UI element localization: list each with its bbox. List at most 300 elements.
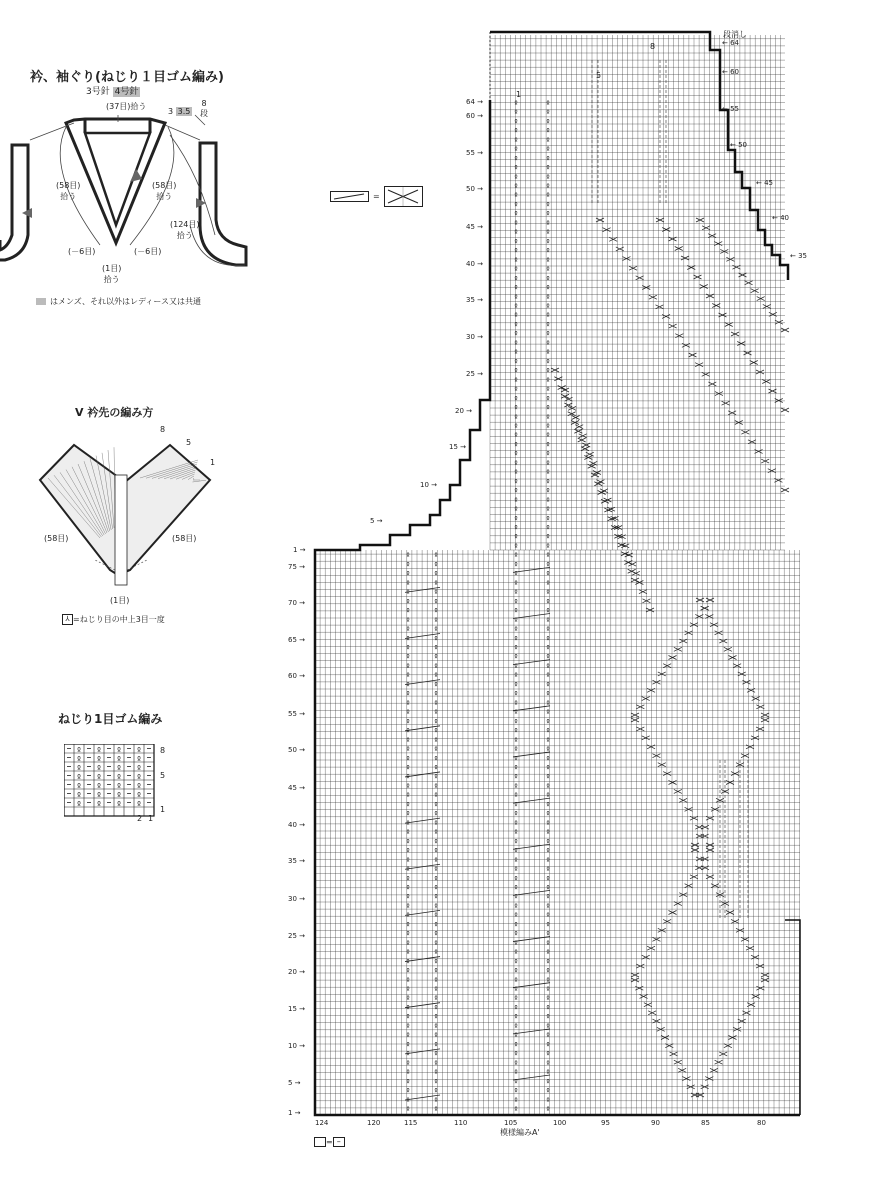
svg-text:ჲ: ჲ	[546, 283, 550, 291]
collar-legend: はメンズ、それ以外はレディース又は共通	[36, 296, 201, 307]
svg-text:ჲ: ჲ	[406, 837, 410, 845]
svg-text:ჲ: ჲ	[434, 671, 438, 679]
svg-text:ჲ: ჲ	[137, 772, 141, 780]
svg-text:ჲ: ჲ	[406, 1031, 410, 1039]
right-row-label: ← 64	[722, 39, 739, 47]
svg-text:ჲ: ჲ	[546, 375, 550, 383]
svg-text:ჲ: ჲ	[406, 846, 410, 854]
row-label: 35 →	[288, 857, 305, 865]
svg-text:ჲ: ჲ	[514, 809, 518, 817]
row-label: 45 →	[288, 784, 305, 792]
svg-text:ჲ: ჲ	[514, 874, 518, 882]
svg-text:ჲ: ჲ	[434, 606, 438, 614]
svg-text:ჲ: ჲ	[546, 338, 550, 346]
row-label: 60 →	[288, 672, 305, 680]
svg-text:ჲ: ჲ	[546, 781, 550, 789]
column-label: 124	[315, 1119, 329, 1127]
svg-text:ჲ: ჲ	[434, 560, 438, 568]
svg-text:ჲ: ჲ	[546, 468, 550, 476]
svg-text:ჲ: ჲ	[514, 865, 518, 873]
svg-text:ჲ: ჲ	[406, 735, 410, 743]
svg-text:ჲ: ჲ	[546, 828, 550, 836]
svg-text:ჲ: ჲ	[406, 828, 410, 836]
svg-text:ჲ: ჲ	[546, 255, 550, 263]
svg-text:ჲ: ჲ	[546, 209, 550, 217]
svg-text:ჲ: ჲ	[546, 837, 550, 845]
svg-text:ჲ: ჲ	[514, 1012, 518, 1020]
svg-text:ჲ: ჲ	[514, 191, 518, 199]
svg-text:ჲ: ჲ	[406, 745, 410, 753]
svg-text:ჲ: ჲ	[546, 901, 550, 909]
svg-text:ჲ: ჲ	[514, 735, 518, 743]
svg-text:ჲ: ჲ	[97, 763, 101, 771]
row-label: 35 →	[466, 296, 483, 304]
svg-text:ჲ: ჲ	[514, 108, 518, 116]
svg-text:ჲ: ჲ	[514, 228, 518, 236]
svg-text:ჲ: ჲ	[546, 606, 550, 614]
rib-chart	[64, 744, 174, 824]
svg-text:ჲ: ჲ	[514, 957, 518, 965]
svg-text:ჲ: ჲ	[546, 477, 550, 485]
svg-text:ჲ: ჲ	[514, 172, 518, 180]
svg-text:ჲ: ჲ	[97, 790, 101, 798]
svg-text:ჲ: ჲ	[514, 145, 518, 153]
svg-text:ჲ: ჲ	[514, 1031, 518, 1039]
svg-text:ჲ: ჲ	[546, 191, 550, 199]
column-label: 115	[404, 1119, 418, 1127]
svg-text:ჲ: ჲ	[434, 837, 438, 845]
svg-text:ჲ: ჲ	[514, 625, 518, 633]
svg-text:ჲ: ჲ	[406, 1012, 410, 1020]
svg-text:ჲ: ჲ	[514, 431, 518, 439]
svg-text:ჲ: ჲ	[546, 551, 550, 559]
needle-a: 3号針	[86, 87, 110, 97]
svg-text:ჲ: ჲ	[434, 828, 438, 836]
column-label: 110	[454, 1119, 468, 1127]
svg-text:ჲ: ჲ	[406, 1068, 410, 1076]
svg-text:ჲ: ჲ	[514, 698, 518, 706]
svg-text:ჲ: ჲ	[546, 865, 550, 873]
svg-text:ჲ: ჲ	[514, 385, 518, 393]
vneck-row8: 8	[160, 425, 166, 434]
svg-text:ჲ: ჲ	[514, 911, 518, 919]
svg-text:ჲ: ჲ	[546, 394, 550, 402]
svg-text:ჲ: ჲ	[546, 800, 550, 808]
svg-text:ჲ: ჲ	[406, 892, 410, 900]
row-label: 20 →	[455, 407, 472, 415]
main-chart	[280, 20, 840, 1150]
svg-text:ჲ: ჲ	[406, 652, 410, 660]
row-label: 70 →	[288, 599, 305, 607]
svg-text:ჲ: ჲ	[514, 772, 518, 780]
column-label: 90	[651, 1119, 660, 1127]
svg-text:ჲ: ჲ	[514, 920, 518, 928]
svg-text:ჲ: ჲ	[546, 754, 550, 762]
vneck-title: V 衿先の編み方	[75, 406, 154, 419]
row-label: 15 →	[288, 1005, 305, 1013]
svg-text:ჲ: ჲ	[546, 726, 550, 734]
svg-text:ჲ: ჲ	[514, 901, 518, 909]
svg-text:ჲ: ჲ	[514, 929, 518, 937]
svg-text:ჲ: ჲ	[434, 1040, 438, 1048]
svg-text:ჲ: ჲ	[546, 763, 550, 771]
svg-text:ჲ: ჲ	[546, 671, 550, 679]
svg-text:ჲ: ჲ	[514, 855, 518, 863]
vneck-bottom: (1目)	[110, 596, 130, 605]
row-label: 1 →	[288, 1109, 301, 1117]
svg-text:ჲ: ჲ	[514, 615, 518, 623]
svg-text:ჲ: ჲ	[514, 449, 518, 457]
svg-text:ჲ: ჲ	[434, 680, 438, 688]
rib-col-2: 2	[137, 814, 143, 823]
twist-dec-icon: ⅄	[62, 614, 73, 625]
svg-text:ჲ: ჲ	[434, 643, 438, 651]
dec-left: (－6目)	[68, 247, 96, 256]
svg-text:ჲ: ჲ	[514, 135, 518, 143]
svg-text:ჲ: ჲ	[514, 560, 518, 568]
row-label: 25 →	[466, 370, 483, 378]
svg-text:ჲ: ჲ	[406, 929, 410, 937]
svg-text:ჲ: ჲ	[546, 265, 550, 273]
svg-text:ჲ: ჲ	[514, 781, 518, 789]
svg-text:ჲ: ჲ	[434, 661, 438, 669]
svg-text:ჲ: ჲ	[434, 708, 438, 716]
svg-text:ჲ: ჲ	[546, 154, 550, 162]
svg-text:ჲ: ჲ	[77, 763, 81, 771]
svg-text:ჲ: ჲ	[406, 708, 410, 716]
svg-text:ჲ: ჲ	[514, 1077, 518, 1085]
svg-text:ჲ: ჲ	[546, 745, 550, 753]
svg-text:ჲ: ჲ	[434, 578, 438, 586]
svg-text:ჲ: ჲ	[546, 1086, 550, 1094]
collar-title: 衿、袖ぐり(ねじり１目ゴム編み)	[30, 70, 224, 85]
svg-text:ჲ: ჲ	[406, 689, 410, 697]
svg-text:ჲ: ჲ	[514, 597, 518, 605]
svg-text:ჲ: ჲ	[514, 966, 518, 974]
rib-row-8: 8	[160, 746, 166, 755]
svg-text:ჲ: ჲ	[514, 1068, 518, 1076]
svg-text:ჲ: ჲ	[546, 809, 550, 817]
svg-text:ჲ: ჲ	[546, 680, 550, 688]
svg-text:ჲ: ჲ	[546, 772, 550, 780]
svg-text:ჲ: ჲ	[546, 892, 550, 900]
row-label: 45 →	[466, 223, 483, 231]
svg-text:ჲ: ჲ	[514, 265, 518, 273]
svg-text:ჲ: ჲ	[514, 689, 518, 697]
svg-text:ჲ: ჲ	[514, 412, 518, 420]
rows-label: 8 段	[200, 99, 208, 118]
svg-text:ჲ: ჲ	[117, 754, 121, 762]
row-label: 55 →	[288, 710, 305, 718]
svg-text:ჲ: ჲ	[514, 643, 518, 651]
right-row-label: ← 40	[772, 214, 789, 222]
svg-text:ჲ: ჲ	[137, 781, 141, 789]
svg-text:ჲ: ჲ	[434, 745, 438, 753]
svg-text:ჲ: ჲ	[434, 911, 438, 919]
svg-text:ჲ: ჲ	[546, 846, 550, 854]
vneck-right: (58目)	[172, 534, 197, 543]
svg-text:ჲ: ჲ	[514, 421, 518, 429]
svg-text:ჲ: ჲ	[514, 117, 518, 125]
vneck-legend: ⅄ =ねじり目の中上3目一度	[62, 614, 165, 625]
vneck-row1: 1	[210, 458, 216, 467]
top-mark-1: 1	[516, 90, 522, 99]
right-row-label: ← 50	[730, 141, 747, 149]
svg-text:ჲ: ჲ	[514, 274, 518, 282]
svg-text:ჲ: ჲ	[434, 551, 438, 559]
row-label: 40 →	[466, 260, 483, 268]
svg-text:ჲ: ჲ	[546, 625, 550, 633]
svg-text:ჲ: ჲ	[514, 588, 518, 596]
svg-text:ჲ: ჲ	[546, 495, 550, 503]
svg-text:ჲ: ჲ	[514, 154, 518, 162]
svg-text:ჲ: ჲ	[514, 532, 518, 540]
svg-text:ჲ: ჲ	[514, 606, 518, 614]
svg-text:ჲ: ჲ	[514, 200, 518, 208]
svg-text:ჲ: ჲ	[434, 818, 438, 826]
top-mark-5: 5	[596, 71, 602, 80]
svg-text:ჲ: ჲ	[434, 717, 438, 725]
svg-text:ჲ: ჲ	[514, 791, 518, 799]
svg-text:ჲ: ჲ	[406, 809, 410, 817]
svg-text:ჲ: ჲ	[434, 772, 438, 780]
svg-text:ჲ: ჲ	[97, 745, 101, 753]
svg-text:ჲ: ჲ	[77, 781, 81, 789]
svg-text:ჲ: ჲ	[514, 292, 518, 300]
footer-legend: = –	[314, 1137, 345, 1147]
svg-text:ჲ: ჲ	[77, 790, 81, 798]
row-label: 55 →	[466, 149, 483, 157]
svg-text:ჲ: ჲ	[546, 541, 550, 549]
svg-text:ჲ: ჲ	[434, 1068, 438, 1076]
svg-text:ჲ: ჲ	[434, 763, 438, 771]
svg-text:ჲ: ჲ	[546, 108, 550, 116]
svg-text:ჲ: ჲ	[514, 283, 518, 291]
svg-text:ჲ: ჲ	[434, 1105, 438, 1112]
svg-text:ჲ: ჲ	[546, 588, 550, 596]
svg-text:ჲ: ჲ	[406, 985, 410, 993]
svg-text:ჲ: ჲ	[406, 938, 410, 946]
svg-text:ჲ: ჲ	[434, 781, 438, 789]
svg-text:ჲ: ჲ	[434, 1031, 438, 1039]
svg-text:ჲ: ჲ	[137, 754, 141, 762]
svg-text:ჲ: ჲ	[137, 799, 141, 807]
svg-text:ჲ: ჲ	[546, 874, 550, 882]
svg-text:ჲ: ჲ	[434, 809, 438, 817]
svg-text:ჲ: ჲ	[434, 569, 438, 577]
rib-row-1: 1	[160, 805, 166, 814]
svg-text:ჲ: ჲ	[546, 1003, 550, 1011]
svg-text:ჲ: ჲ	[514, 375, 518, 383]
svg-text:ჲ: ჲ	[514, 1021, 518, 1029]
svg-text:ჲ: ჲ	[514, 495, 518, 503]
shade-swatch-icon	[36, 298, 46, 305]
svg-text:ჲ: ჲ	[546, 182, 550, 189]
svg-text:ჲ: ჲ	[546, 929, 550, 937]
svg-text:ჲ: ჲ	[546, 643, 550, 651]
svg-text:ჲ: ჲ	[77, 772, 81, 780]
column-label: 95	[601, 1119, 610, 1127]
svg-text:ჲ: ჲ	[546, 938, 550, 946]
svg-text:ჲ: ჲ	[514, 311, 518, 319]
bottom-count: (1目) 拾う	[102, 264, 122, 284]
svg-text:ჲ: ჲ	[514, 1086, 518, 1094]
svg-text:ჲ: ჲ	[434, 994, 438, 1002]
svg-text:ჲ: ჲ	[406, 578, 410, 586]
row-label: 50 →	[466, 185, 483, 193]
svg-text:ჲ: ჲ	[546, 172, 550, 180]
armhole-count: (124目) 拾う	[170, 220, 200, 240]
svg-text:ჲ: ჲ	[546, 634, 550, 642]
svg-text:ჲ: ჲ	[434, 1077, 438, 1085]
svg-text:ჲ: ჲ	[434, 652, 438, 660]
svg-text:ჲ: ჲ	[514, 246, 518, 254]
svg-text:ჲ: ჲ	[514, 745, 518, 753]
svg-text:ჲ: ჲ	[406, 1058, 410, 1066]
svg-text:ჲ: ჲ	[434, 920, 438, 928]
svg-text:ჲ: ჲ	[546, 228, 550, 236]
svg-text:ჲ: ჲ	[546, 597, 550, 605]
row-label: 65 →	[288, 636, 305, 644]
row-label: 64 →	[466, 98, 483, 106]
svg-text:ჲ: ჲ	[546, 218, 550, 226]
right-body-outline	[200, 143, 246, 265]
svg-text:ჲ: ჲ	[546, 126, 550, 134]
svg-text:ჲ: ჲ	[546, 320, 550, 328]
chart-caption: 模様編みA'	[500, 1128, 540, 1137]
svg-text:ჲ: ჲ	[546, 274, 550, 282]
svg-text:ჲ: ჲ	[546, 1021, 550, 1029]
svg-text:ჲ: ჲ	[514, 320, 518, 328]
svg-text:ჲ: ჲ	[434, 901, 438, 909]
svg-text:ჲ: ჲ	[406, 901, 410, 909]
svg-text:ჲ: ჲ	[434, 865, 438, 873]
svg-text:ჲ: ჲ	[546, 532, 550, 540]
row-label: 1 →	[293, 546, 306, 554]
svg-text:ჲ: ჲ	[406, 994, 410, 1002]
svg-text:ჲ: ჲ	[546, 1095, 550, 1103]
rib-col-1: 1	[148, 814, 154, 823]
svg-text:ჲ: ჲ	[514, 551, 518, 559]
right-side-count: (58目) 拾う	[152, 181, 177, 201]
svg-text:ჲ: ჲ	[434, 735, 438, 743]
svg-text:ჲ: ჲ	[514, 985, 518, 993]
svg-text:ჲ: ჲ	[406, 781, 410, 789]
svg-text:ჲ: ჲ	[514, 680, 518, 688]
svg-text:ჲ: ჲ	[514, 357, 518, 365]
svg-text:ჲ: ჲ	[514, 717, 518, 725]
row-label: 10 →	[288, 1042, 305, 1050]
svg-text:ჲ: ჲ	[514, 468, 518, 476]
svg-text:ჲ: ჲ	[406, 1086, 410, 1094]
svg-text:ჲ: ჲ	[546, 145, 550, 153]
svg-text:ჲ: ჲ	[546, 708, 550, 716]
svg-text:ჲ: ჲ	[514, 948, 518, 956]
svg-text:ჲ: ჲ	[514, 652, 518, 660]
svg-text:ჲ: ჲ	[514, 394, 518, 402]
svg-text:ჲ: ჲ	[406, 569, 410, 577]
svg-text:ჲ: ჲ	[514, 126, 518, 134]
svg-text:ჲ: ჲ	[546, 689, 550, 697]
svg-text:ჲ: ჲ	[434, 855, 438, 863]
svg-text:ჲ: ჲ	[514, 348, 518, 356]
vneck-diagram	[30, 420, 230, 610]
svg-text:ჲ: ჲ	[514, 800, 518, 808]
svg-text:ჲ: ჲ	[514, 1049, 518, 1057]
svg-text:ჲ: ჲ	[137, 790, 141, 798]
rib-title: ねじり1目ゴム編み	[58, 712, 163, 726]
svg-text:ჲ: ჲ	[514, 578, 518, 586]
svg-text:ჲ: ჲ	[117, 763, 121, 771]
svg-text:ჲ: ჲ	[546, 431, 550, 439]
svg-text:ჲ: ჲ	[546, 385, 550, 393]
svg-text:ჲ: ჲ	[546, 994, 550, 1002]
top-label: 段消し	[723, 30, 747, 39]
svg-text:ჲ: ჲ	[514, 458, 518, 466]
svg-text:ჲ: ჲ	[406, 855, 410, 863]
svg-text:ჲ: ჲ	[514, 846, 518, 854]
column-label: 120	[367, 1119, 381, 1127]
svg-text:ჲ: ჲ	[546, 200, 550, 208]
svg-text:ჲ: ჲ	[434, 597, 438, 605]
svg-text:ჲ: ჲ	[434, 800, 438, 808]
svg-text:ჲ: ჲ	[514, 182, 518, 189]
svg-text:ჲ: ჲ	[514, 569, 518, 577]
svg-text:ჲ: ჲ	[117, 745, 121, 753]
svg-text:ჲ: ჲ	[546, 311, 550, 319]
svg-text:ჲ: ჲ	[434, 1003, 438, 1011]
svg-text:ჲ: ჲ	[546, 348, 550, 356]
svg-text:ჲ: ჲ	[514, 708, 518, 716]
svg-text:ჲ: ჲ	[406, 1105, 410, 1112]
svg-text:ჲ: ჲ	[546, 578, 550, 586]
svg-text:ჲ: ჲ	[514, 1003, 518, 1011]
svg-text:ჲ: ჲ	[406, 643, 410, 651]
svg-text:ჲ: ჲ	[434, 966, 438, 974]
svg-text:ჲ: ჲ	[514, 514, 518, 522]
row-label: 15 →	[449, 443, 466, 451]
svg-text:ჲ: ჲ	[514, 477, 518, 485]
svg-text:ჲ: ჲ	[514, 726, 518, 734]
svg-text:ჲ: ჲ	[406, 800, 410, 808]
svg-text:ჲ: ჲ	[514, 98, 518, 106]
svg-text:ჲ: ჲ	[434, 883, 438, 891]
svg-text:ჲ: ჲ	[514, 541, 518, 549]
row-label: 10 →	[420, 481, 437, 489]
column-label: 105	[504, 1119, 518, 1127]
svg-text:ჲ: ჲ	[514, 366, 518, 374]
svg-text:ჲ: ჲ	[117, 781, 121, 789]
svg-text:ჲ: ჲ	[434, 846, 438, 854]
svg-text:ჲ: ჲ	[434, 726, 438, 734]
svg-text:ჲ: ჲ	[434, 985, 438, 993]
svg-text:ჲ: ჲ	[97, 754, 101, 762]
svg-text:ჲ: ჲ	[546, 883, 550, 891]
svg-text:ჲ: ჲ	[514, 440, 518, 448]
purl-cell-icon: –	[333, 1137, 345, 1147]
svg-text:ჲ: ჲ	[406, 754, 410, 762]
svg-text:ჲ: ჲ	[514, 837, 518, 845]
svg-text:ჲ: ჲ	[546, 791, 550, 799]
cable-legend-eq: =	[373, 192, 380, 201]
row-label: 30 →	[288, 895, 305, 903]
svg-text:ჲ: ჲ	[546, 1068, 550, 1076]
svg-text:ჲ: ჲ	[434, 689, 438, 697]
svg-text:ჲ: ჲ	[77, 754, 81, 762]
svg-text:ჲ: ჲ	[514, 994, 518, 1002]
svg-text:ჲ: ჲ	[406, 671, 410, 679]
svg-text:ჲ: ჲ	[434, 791, 438, 799]
